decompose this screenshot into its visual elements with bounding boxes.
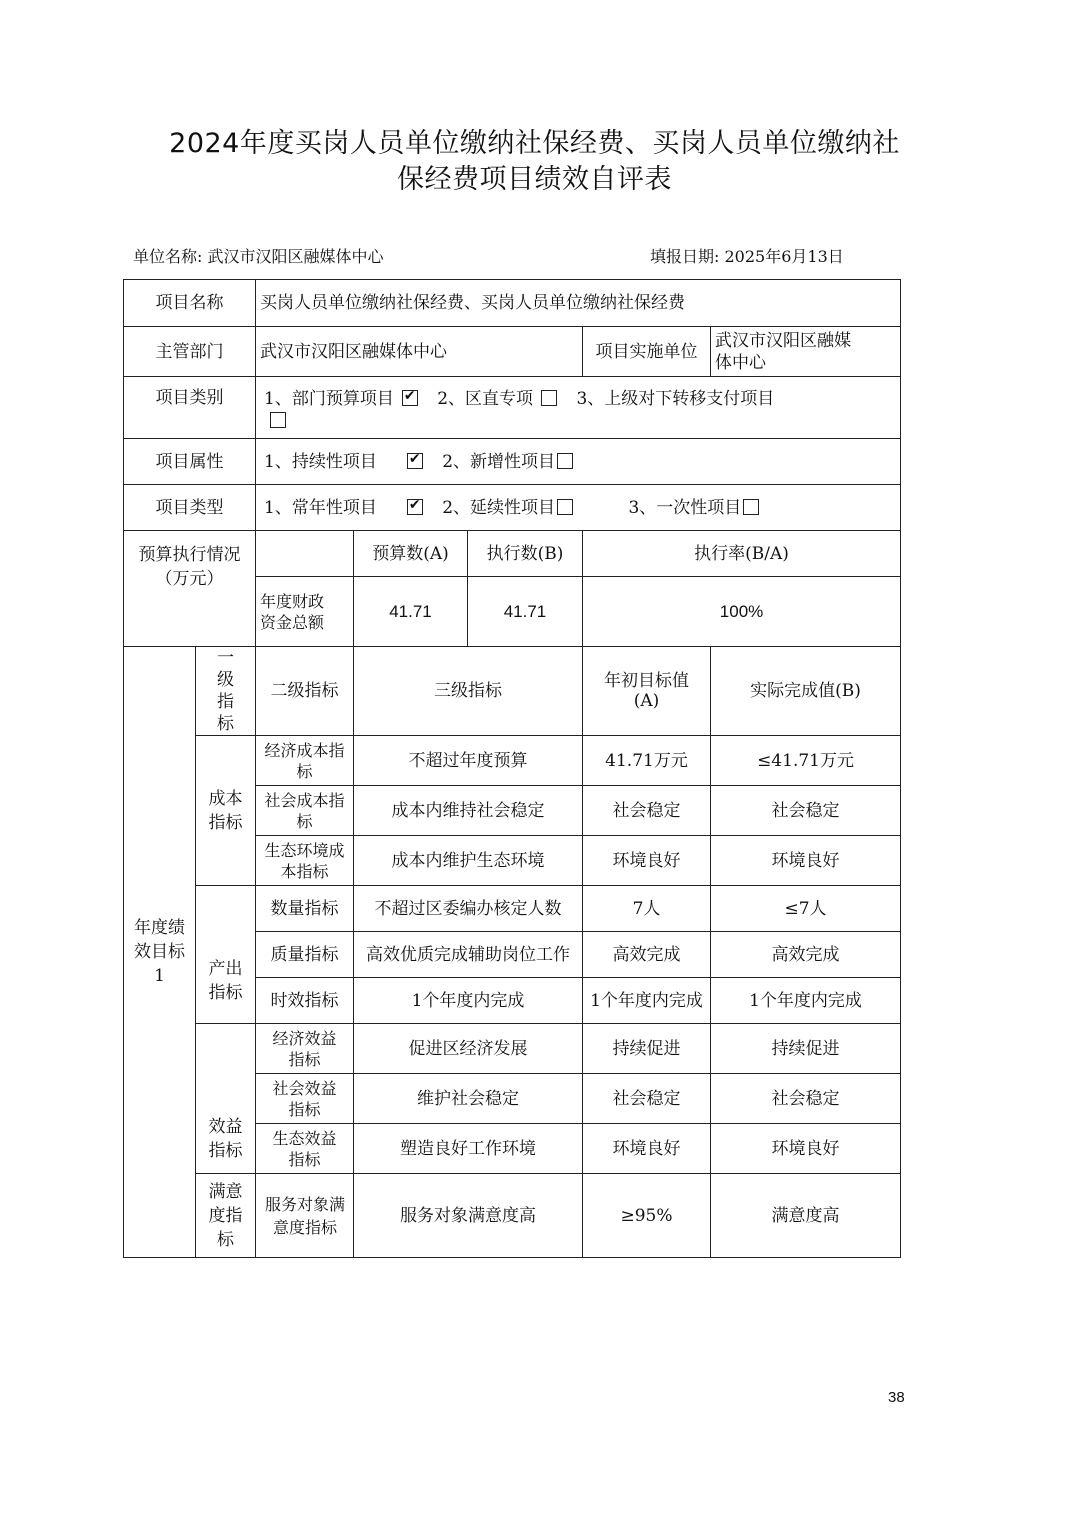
level3-cell: 1个年度内完成 [354, 978, 583, 1024]
attribute-option-1 [264, 451, 423, 473]
table-row [124, 886, 901, 932]
attribute-option-2-checkbox[interactable] [557, 453, 573, 469]
level2-header: 二级指标 [256, 647, 354, 736]
project-type-label: 项目类型 [124, 485, 256, 531]
category-option-3-checkbox[interactable] [270, 412, 286, 428]
target-cell: 社会稳定 [583, 786, 711, 836]
budget-execution-label [124, 531, 256, 647]
project-attribute-label: 项目属性 [124, 439, 256, 485]
satisfaction-indicator-text: 满意度指标 [208, 1181, 243, 1250]
level2-cell: 经济成本指标 [256, 736, 354, 786]
satisfaction-indicator-label [196, 1174, 256, 1258]
target-value-header-text: 年初目标值(A) [604, 670, 689, 711]
project-attribute-row [124, 439, 901, 485]
level2-cell: 生态环境成本指标 [256, 836, 354, 886]
project-category-options [256, 377, 901, 439]
actual-cell: 社会稳定 [711, 1074, 901, 1124]
actual-value-header: 实际完成值(B) [711, 647, 901, 736]
level3-header: 三级指标 [354, 647, 583, 736]
implementing-unit-text: 武汉市汉阳区融媒体中心 [715, 330, 851, 373]
level2-text: 社会效益指标 [272, 1078, 337, 1119]
target-cell: 持续促进 [583, 1024, 711, 1074]
level2-cell: 时效指标 [256, 978, 354, 1024]
department-row [124, 327, 901, 377]
target-cell: 环境良好 [583, 1124, 711, 1174]
date-label: 填报日期: [650, 247, 720, 266]
level3-cell: 不超过年度预算 [354, 736, 583, 786]
actual-cell: 社会稳定 [711, 786, 901, 836]
category-option-1-checkbox[interactable] [402, 390, 418, 406]
attribute-option-2-label: 2、新增性项目 [442, 451, 556, 472]
type-option-3-checkbox[interactable] [743, 499, 759, 515]
level2-cell [256, 1024, 354, 1074]
project-type-row [124, 485, 901, 531]
report-date-row [650, 244, 844, 267]
level3-cell: 成本内维护生态环境 [354, 836, 583, 886]
attribute-option-1-label: 1、持续性项目 [264, 451, 377, 472]
annual-goal-text: 年度绩效目标1 [134, 918, 185, 986]
target-cell: 1个年度内完成 [583, 978, 711, 1024]
department-value: 武汉市汉阳区融媒体中心 [256, 327, 583, 377]
type-option-2-label: 2、延续性项目 [442, 497, 556, 518]
category-option-3-label: 3、上级对下转移支付项目 [576, 388, 775, 409]
project-name-label: 项目名称 [124, 280, 256, 327]
project-category-row [124, 377, 901, 439]
target-cell: ≥95% [583, 1174, 711, 1258]
level2-cell: 质量指标 [256, 932, 354, 978]
project-category-label: 项目类别 [124, 377, 256, 439]
target-value-header [583, 647, 711, 736]
budget-amount-value: 41.71 [354, 577, 468, 647]
category-option-2-checkbox[interactable] [541, 390, 557, 406]
cost-indicator-label [196, 736, 256, 886]
category-option-2 [437, 388, 557, 410]
budget-blank-cell [256, 531, 354, 577]
actual-cell: ≤41.71万元 [711, 736, 901, 786]
output-indicator-text: 产出指标 [208, 959, 243, 1003]
unit-name-row [133, 244, 384, 267]
category-option-2-label: 2、区直专项 [437, 388, 534, 409]
type-option-1-checkbox[interactable] [407, 499, 423, 515]
benefit-indicator-text: 效益指标 [208, 1117, 243, 1161]
target-cell: 高效完成 [583, 932, 711, 978]
implementing-unit-label: 项目实施单位 [583, 327, 711, 377]
attribute-option-2 [442, 452, 573, 472]
table-row [124, 1024, 901, 1074]
type-option-3 [628, 498, 759, 518]
cost-indicator-text: 成本指标 [208, 788, 243, 833]
type-option-2-checkbox[interactable] [557, 499, 573, 515]
level2-cell: 数量指标 [256, 886, 354, 932]
level2-cell [256, 1124, 354, 1174]
level3-cell: 服务对象满意度高 [354, 1174, 583, 1258]
type-option-2 [442, 497, 573, 519]
page-title [100, 126, 969, 198]
level2-cell [256, 1074, 354, 1124]
budget-header-row [124, 531, 901, 577]
execution-amount-header: 执行数(B) [468, 531, 583, 577]
actual-cell: 环境良好 [711, 1124, 901, 1174]
level3-cell: 塑造良好工作环境 [354, 1124, 583, 1174]
actual-cell: ≤7人 [711, 886, 901, 932]
level2-cell [256, 1174, 354, 1258]
level2-text: 经济效益指标 [272, 1028, 337, 1069]
project-type-options [256, 485, 901, 531]
execution-rate-header: 执行率(B/A) [583, 531, 901, 577]
type-option-1-label: 1、常年性项目 [264, 497, 377, 518]
level1-header-text: 一级指标 [217, 648, 234, 734]
evaluation-table [123, 279, 901, 1258]
category-option-1-label: 1、部门预算项目 [264, 388, 394, 409]
category-option-1 [264, 388, 418, 410]
level3-cell: 维护社会稳定 [354, 1074, 583, 1124]
table-row [124, 736, 901, 786]
unit-value: 武汉市汉阳区融媒体中心 [207, 247, 384, 266]
level3-cell: 不超过区委编办核定人数 [354, 886, 583, 932]
level3-cell: 高效优质完成辅助岗位工作 [354, 932, 583, 978]
budget-amount-header: 预算数(A) [354, 531, 468, 577]
output-indicator-label [196, 886, 256, 1024]
type-option-3-label: 3、一次性项目 [628, 497, 742, 518]
execution-amount-value: 41.71 [468, 577, 583, 647]
level1-header [196, 647, 256, 736]
page-number: 38 [888, 1389, 905, 1406]
actual-cell: 高效完成 [711, 932, 901, 978]
implementing-unit-value [711, 327, 901, 377]
annual-fund-total-text: 年度财政资金总额 [260, 591, 325, 632]
target-cell: 社会稳定 [583, 1074, 711, 1124]
level3-cell: 成本内维持社会稳定 [354, 786, 583, 836]
unit-label: 单位名称: [133, 247, 203, 266]
actual-cell: 1个年度内完成 [711, 978, 901, 1024]
title-line-2: 保经费项目绩效自评表 [397, 164, 672, 195]
type-option-1 [264, 497, 423, 519]
benefit-indicator-label [196, 1024, 256, 1174]
actual-cell: 持续促进 [711, 1024, 901, 1074]
level3-cell: 促进区经济发展 [354, 1024, 583, 1074]
department-label: 主管部门 [124, 327, 256, 377]
project-attribute-options [256, 439, 901, 485]
attribute-option-1-checkbox[interactable] [407, 453, 423, 469]
actual-cell: 满意度高 [711, 1174, 901, 1258]
target-cell: 环境良好 [583, 836, 711, 886]
target-cell: 41.71万元 [583, 736, 711, 786]
level2-cell: 社会成本指标 [256, 786, 354, 836]
level2-text: 生态效益指标 [272, 1128, 337, 1169]
indicator-header-row [124, 647, 901, 736]
level2-text: 服务对象满意度指标 [264, 1194, 345, 1237]
execution-rate-value: 100% [583, 577, 901, 647]
annual-fund-total-label [256, 577, 354, 647]
target-cell: 7人 [583, 886, 711, 932]
project-name-value: 买岗人员单位缴纳社保经费、买岗人员单位缴纳社保经费 [256, 280, 901, 327]
title-line-1: 2024年度买岗人员单位缴纳社保经费、买岗人员单位缴纳社 [169, 128, 900, 159]
annual-goal-label [124, 647, 196, 1258]
actual-cell: 环境良好 [711, 836, 901, 886]
table-row [124, 1174, 901, 1258]
budget-execution-text: 预算执行情况（万元） [138, 545, 241, 589]
project-name-row [124, 280, 901, 327]
date-value: 2025年6月13日 [724, 247, 844, 266]
